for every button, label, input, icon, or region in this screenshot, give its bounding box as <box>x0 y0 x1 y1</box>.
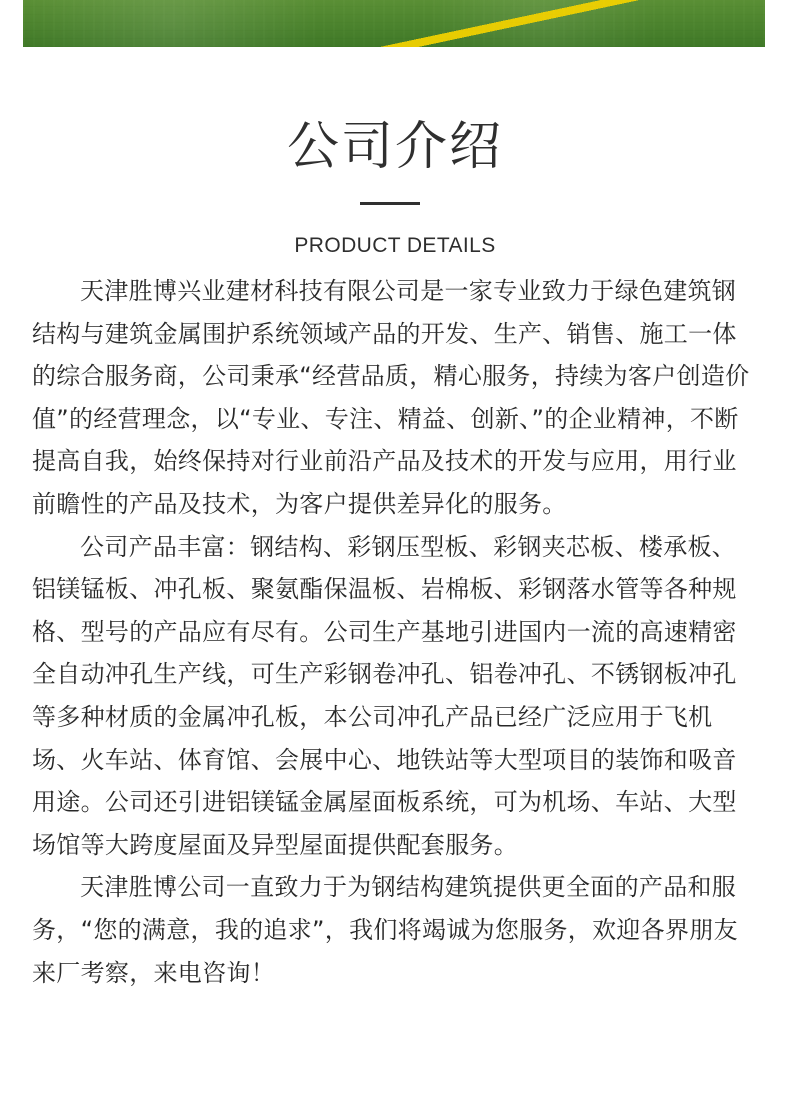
company-description <box>32 270 758 994</box>
paragraph-3: 天津胜博公司一直致力于为钢结构建筑提供更全面的产品和服务，“您的满意，我的追求”，我们将竭诚为您服务，欢迎各界朋友来厂考察，来电咨询！ <box>32 873 738 987</box>
page-subtitle: PRODUCT DETAILS <box>294 234 496 257</box>
paragraph-1: 天津胜博兴业建材科技有限公司是一家专业致力于绿色建筑钢结构与建筑金属围护系统领域产品的开发、生产、销售、施工一体的综合服务商，公司秉承“经营品质，精心服务，持续为客户创造价值”的经营理念，以“专业、专注、精益、创新、”的企业精神，不断提高自我，始终保持对行业前沿产品及技术的开发与应用，用行业前瞻性的产品及技术，为客户提供差异化的服务。 <box>32 277 750 518</box>
paragraph-2: 公司产品丰富：钢结构、彩钢压型板、彩钢夹芯板、楼承板、铝镁锰板、冲孔板、聚氨酯保温板、岩棉板、彩钢落水管等各种规格、型号的产品应有尽有。公司生产基地引进国内一流的高速精密全自动冲孔生产线，可生产彩钢卷冲孔、铝卷冲孔、不锈钢板冲孔等多种材质的金属冲孔板，本公司冲孔产品已经广泛应用于飞机场、火车站、体育馆、会展中心、地铁站等大型项目的装饰和吸音用途。公司还引进铝镁锰金属屋面板系统，可为机场、车站、大型场馆等大跨度屋面及异型屋面提供配套服务。 <box>32 532 737 859</box>
title-divider <box>360 202 420 205</box>
hero-banner-image <box>23 0 765 47</box>
page-title: 公司介绍 <box>286 117 503 177</box>
